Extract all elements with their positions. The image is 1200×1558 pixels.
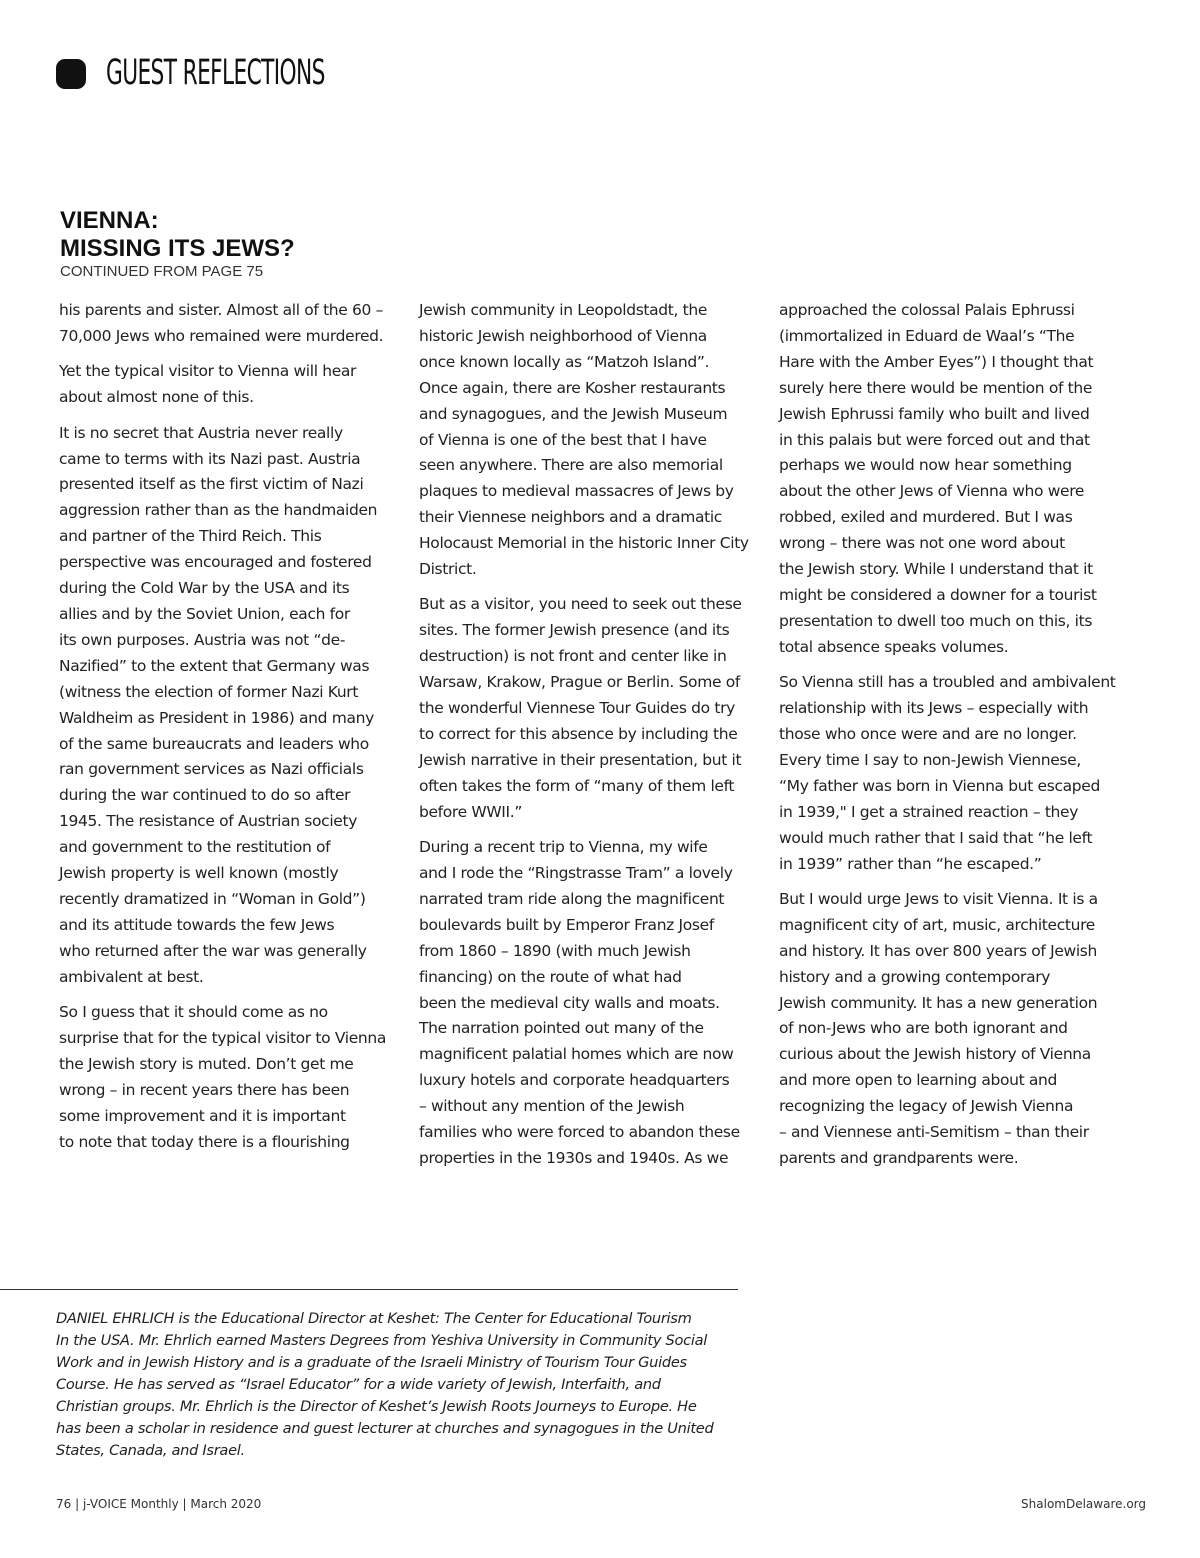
- footer-website: ShalomDelaware.org: [1021, 1497, 1146, 1511]
- section-header: [56, 53, 459, 93]
- paragraph: But as a visitor, you need to seek out these sites. The former Jewish presence (and its destruction) is not front and center like in Warsaw, Krakow, Prague or Berlin. Some of the wonderful Viennese Tour Guides do try to correct for this absence by including the Jewish narrative in their presentation, but it often takes the form of “many of them left before WWII.”: [419, 595, 742, 821]
- paragraph: During a recent trip to Vienna, my wife and I rode the “Ringstrasse Tram” a lovely narrated tram ride along the magnificent boulevards built by Emperor Franz Josef from 1860 – 1890 (with much Jewish financing) on the route of what had been the medieval city walls and moats. The narration pointed out many of the magnificent palatial homes which are now luxury hotels and corporate headquarters – without any mention of the Jewish families who were forced to abandon these properties in the 1930s and 1940s. As we: [419, 838, 740, 1167]
- section-bullet-icon: [56, 59, 86, 89]
- column-2: [419, 298, 759, 1181]
- paragraph: approached the colossal Palais Ephrussi (immortalized in Eduard de Waal’s “The Hare with the Amber Eyes”) I thought that surely here there would be mention of the Jewish Ephrussi family who built and lived in this palais but were forced out and that perhaps we would now hear something about the other Jews of Vienna who were robbed, exiled and murdered. But I was wrong – there was not one word about the Jewish story. While I understand that it might be considered a downer for a tourist presentation to dwell too much on this, its total absence speaks volumes.: [779, 301, 1097, 656]
- column-1: [59, 298, 399, 1165]
- author-bio: DANIEL EHRLICH is the Educational Director at Keshet: The Center for Educational Tourism In the USA. Mr. Ehrlich earned Masters Degrees from Yeshiva University in Community Social Work and in Jewish History and is a graduate of the Israeli Ministry of Tourism Tour Guides Course. He has served as “Israel Educator” for a wide variety of Jewish, Interfaith, and Christian groups. Mr. Ehrlich is the Director of Keshet’s Jewish Roots Journeys to Europe. He has been a scholar in residence and guest lecturer at churches and synagogues in the United States, Canada, and Israel.: [56, 1310, 714, 1459]
- bio-divider: [0, 1289, 738, 1290]
- article-title-line1: VIENNA:: [60, 207, 159, 234]
- paragraph: Jewish community in Leopoldstadt, the historic Jewish neighborhood of Vienna once known locally as “Matzoh Island”. Once again, there are Kosher restaurants and synagogues, and the Jewish Museum of Vienna is one of the best that I have seen anywhere. There are also memorial plaques to medieval massacres of Jews by their Viennese neighbors and a dramatic Holocaust Memorial in the historic Inner City District.: [419, 301, 749, 579]
- paragraph: his parents and sister. Almost all of the 60 – 70,000 Jews who remained were murdered.: [59, 301, 384, 345]
- footer-publication: 76 | j-VOICE Monthly | March 2020: [56, 1497, 262, 1511]
- article-title: [60, 207, 295, 263]
- paragraph: But I would urge Jews to visit Vienna. It is a magnificent city of art, music, architecture and history. It has over 800 years of Jewish history and a growing contemporary Jewish community. It has a new generation of non-Jews who are both ignorant and curious about the Jewish history of Vienna and more open to learning about and recognizing the legacy of Jewish Vienna – and Viennese anti-Semitism – than their parents and grandparents were.: [779, 889, 1098, 1167]
- paragraph: So I guess that it should come as no surprise that for the typical visitor to Vienna the Jewish story is muted. Don’t get me wrong – in recent years there has been some improvement and it is important to note that today there is a flourishing: [59, 1003, 386, 1151]
- continued-note: CONTINUED FROM PAGE 75: [60, 263, 264, 280]
- paragraph: It is no secret that Austria never really came to terms with its Nazi past. Austria presented itself as the first victim of Nazi aggression rather than as the handmaiden and partner of the Third Reich. This perspective was encouraged and fostered during the Cold War by the USA and its allies and by the Soviet Union, each for its own purposes. Austria was not “de- Nazified” to the extent that Germany was (witness the election of former Nazi Kurt Waldheim as President in 1986) and many of the same bureaucrats and leaders who ran government services as Nazi officials during the war continued to do so after 1945. The resistance of Austrian society and government to the restitution of Jewish property is well known (mostly recently dramatized in “Woman in Gold”) and its attitude towards the few Jews who returned after the war was generally ambivalent at best.: [59, 423, 378, 986]
- section-title: GUEST REFLECTIONS: [106, 53, 325, 93]
- article-title-line2: MISSING ITS JEWS?: [60, 235, 295, 262]
- paragraph: So Vienna still has a troubled and ambivalent relationship with its Jews – especially with those who once were and are no longer. Every time I say to non-Jewish Viennese, “My father was born in Vienna but escaped in 1939," I get a strained reaction – they would much rather that I said that “he left in 1939” rather than “he escaped.”: [779, 673, 1116, 873]
- paragraph: Yet the typical visitor to Vienna will hear about almost none of this.: [59, 362, 357, 407]
- column-3: [779, 298, 1119, 1181]
